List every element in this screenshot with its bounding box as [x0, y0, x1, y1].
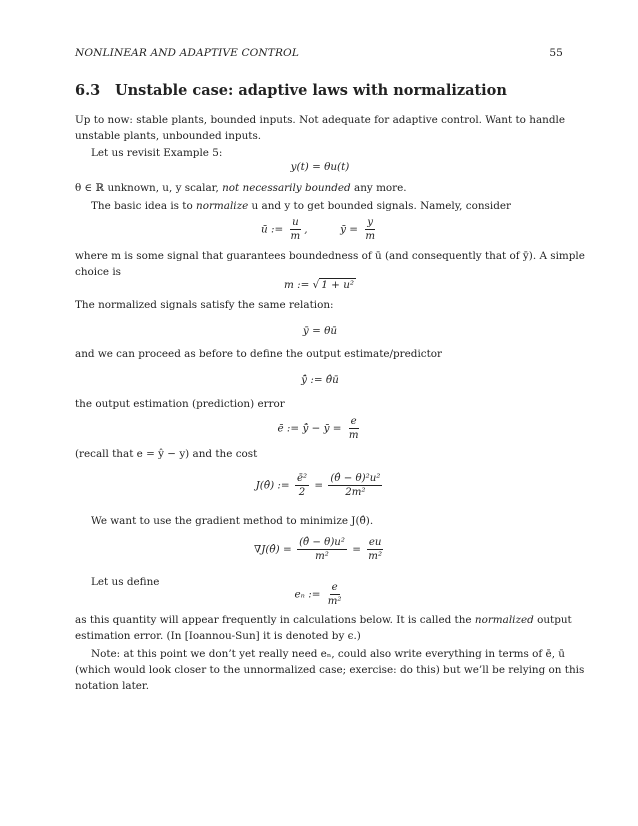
fraction — [366, 536, 384, 563]
eq-lhs: ȳ = — [340, 223, 358, 236]
fraction — [328, 472, 382, 499]
text-line: (recall that e = ŷ − y) and the cost — [75, 448, 258, 460]
eq-lhs: J(θ̂) := — [255, 479, 290, 492]
paragraph-where-m — [75, 248, 585, 280]
page-number: 55 — [549, 47, 563, 59]
equation-m — [75, 278, 565, 292]
numerator: eu — [368, 537, 382, 548]
running-title: NONLINEAR AND ADAPTIVE CONTROL — [75, 47, 299, 59]
sqrt: √ 1 + u² — [312, 279, 355, 291]
equation-cost — [75, 472, 565, 499]
text-line: the output estimation (prediction) error — [75, 398, 285, 410]
numerator: y — [367, 217, 374, 228]
text-line: We want to use the gradient method to minimize J(θ̂). — [91, 515, 374, 527]
emphasis: normalized — [474, 614, 534, 626]
emphasis: normalize — [196, 200, 249, 212]
equation-gradient — [75, 536, 565, 563]
denominator: 2 — [298, 487, 306, 498]
numerator: ē² — [296, 473, 308, 484]
equation-normalize: ū := $\frac{u}{m}$ , ȳ = $\frac{y}{m}$ — [261, 217, 375, 242]
equation-plant: y(t) = θu(t) — [290, 161, 350, 173]
paragraph-basic-idea — [91, 198, 581, 214]
eq-lhs: ū := — [261, 223, 284, 236]
equation-normalized: ȳ = θū — [302, 325, 338, 337]
fraction — [295, 472, 309, 499]
emphasis: not necessarily bounded — [222, 182, 351, 194]
paragraph-gradient — [91, 513, 581, 529]
text-line: estimation error. (In [Ioannou-Sun] it is denoted by ϵ.) — [75, 630, 361, 642]
denominator: m² — [368, 551, 383, 562]
text-line: Note: at this point we don’t yet really need eₙ, could also write everything in terms of ē, ū — [91, 648, 565, 660]
section-heading — [75, 82, 507, 99]
fraction — [347, 415, 361, 442]
paragraph-normalized-relation — [75, 297, 565, 313]
text-line: Let us define — [91, 576, 160, 588]
eq-lhs: ∇J(θ̂) = — [253, 543, 292, 556]
equation-error — [75, 415, 565, 442]
paragraph-normalized-error — [75, 612, 572, 644]
denominator: m — [290, 231, 301, 242]
eq-lhs: eₙ := — [294, 588, 321, 601]
text-line: choice is — [75, 266, 122, 278]
equation-predictor: ŷ̄ := θ̂ū — [301, 374, 339, 386]
text-span: θ ∈ ℝ unknown, u, y scalar, — [75, 182, 223, 194]
fraction — [363, 216, 377, 243]
denominator: m² — [315, 551, 329, 562]
fraction — [326, 581, 344, 608]
fraction — [297, 536, 347, 563]
denominator: m² — [327, 596, 342, 607]
numerator: (θ̂ − θ)²u² — [330, 473, 381, 484]
text-span: as this quantity will appear frequently in calculations below. It is called the — [75, 614, 475, 626]
text-line: Up to now: stable plants, bounded inputs. Not adequate for adaptive control. Want to handle — [75, 114, 565, 126]
text-span: any more. — [350, 182, 407, 194]
text-span: output — [533, 614, 572, 626]
paragraph-revisit — [91, 145, 581, 161]
paragraph-error — [75, 396, 565, 412]
paragraph-cost — [75, 446, 565, 462]
eq-lhs: m := — [283, 279, 310, 291]
equals-sign: = — [314, 479, 324, 492]
numerator: (θ̂ − θ)u² — [299, 537, 345, 548]
section-number: 6.3 — [75, 82, 101, 99]
numerator: e — [350, 416, 357, 427]
text-line: notation later. — [75, 680, 150, 692]
text-line: unstable plants, unbounded inputs. — [75, 130, 262, 142]
numerator: u — [292, 217, 299, 228]
paragraph-unknown — [75, 180, 565, 196]
eq-lhs: ē := ŷ̄ − ȳ = — [277, 422, 342, 435]
fraction — [289, 216, 303, 243]
denominator: m — [348, 430, 359, 441]
text-line: where m is some signal that guarantees boundedness of ū (and consequently that of ȳ). A simple — [75, 250, 585, 262]
paragraph-predictor — [75, 346, 565, 362]
paragraph-note — [75, 646, 585, 694]
section-title: Unstable case: adaptive laws with normalization — [115, 82, 507, 99]
numerator: e — [331, 582, 338, 593]
running-header — [75, 47, 563, 59]
denominator: m — [365, 231, 375, 242]
text-span: The basic idea is to — [91, 200, 197, 212]
equals-sign: = — [352, 543, 361, 556]
text-span: u and y to get bounded signals. Namely, consider — [248, 200, 511, 212]
text-line: and we can proceed as before to define the output estimate/predictor — [75, 348, 442, 360]
text-line: Let us revisit Example 5: — [91, 147, 223, 159]
equation-en — [75, 581, 565, 608]
text-line: The normalized signals satisfy the same relation: — [75, 299, 334, 311]
radicand: 1 + u² — [321, 279, 355, 291]
text-line: (which would look closer to the unnormalized case; exercise: do this) but we’ll be relying on this — [75, 664, 585, 676]
paragraph-intro — [75, 112, 565, 144]
denominator: 2m² — [345, 487, 366, 498]
